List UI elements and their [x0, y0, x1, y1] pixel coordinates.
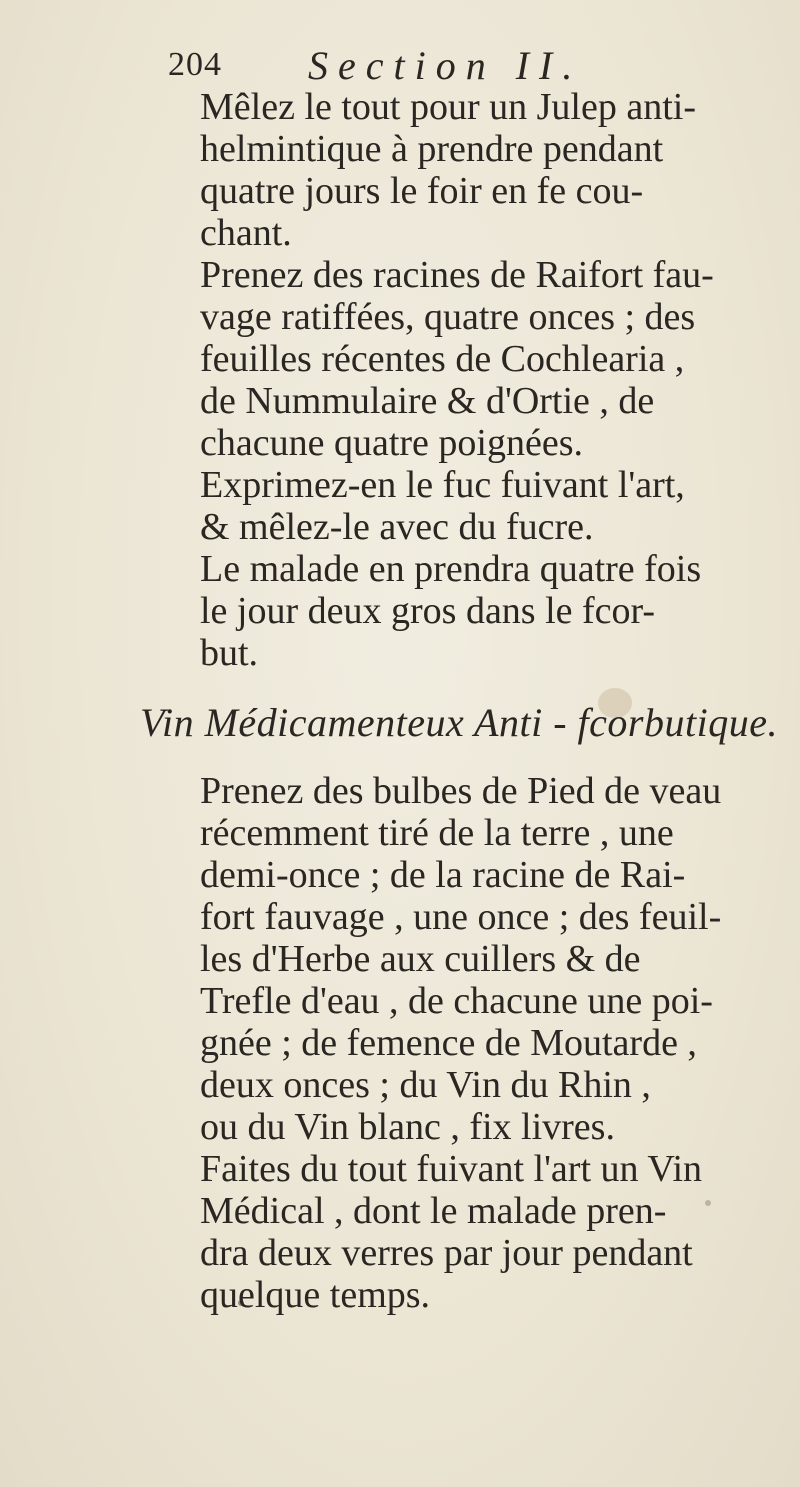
text-line: récemment tiré de la terre , une [200, 812, 674, 854]
text-line: but. [200, 632, 259, 674]
section-heading: Vin Médicamenteux Anti - fcorbutique. [140, 700, 778, 745]
text-line: deux onces ; du Vin du Rhin , [200, 1064, 651, 1106]
text-line: dra deux verres par jour pendant [200, 1232, 693, 1274]
text-line: Prenez des racines de Raifort fau- [200, 254, 714, 296]
text-line: Prenez des bulbes de Pied de veau [200, 770, 722, 812]
paragraph [200, 254, 760, 464]
text-line: chant. [200, 212, 292, 254]
text-line: Le malade en prendra quatre fois [200, 548, 702, 590]
text-line: Mêlez le tout pour un Julep anti- [200, 86, 696, 128]
text-line: fort fauvage , une once ; des feuil- [200, 896, 722, 938]
text-line: les d'Herbe aux cuillers & de [200, 938, 641, 980]
text-line: helmintique à prendre pendant [200, 128, 664, 170]
text-line: le jour deux gros dans le fcor- [200, 590, 656, 632]
paragraph [200, 86, 760, 254]
text-line: Trefle d'eau , de chacune une poi- [200, 980, 713, 1022]
text-line: demi-once ; de la racine de Rai- [200, 854, 686, 896]
running-head: Section II. [308, 43, 583, 88]
text-line: Exprimez-en le fuc fuivant l'art, [200, 464, 685, 506]
paragraph [200, 464, 760, 548]
paragraph [200, 770, 760, 1148]
text-line: feuilles récentes de Cochlearia , [200, 338, 685, 380]
paragraph [200, 548, 760, 674]
text-line: quelque temps. [200, 1274, 431, 1316]
body-text [140, 86, 778, 1316]
text-line: gnée ; de femence de Moutarde , [200, 1022, 697, 1064]
text-line: Faites du tout fuivant l'art un Vin [200, 1148, 703, 1190]
text-line: chacune quatre poignées. [200, 422, 583, 464]
paragraph [200, 1148, 760, 1316]
text-line: & mêlez-le avec du fucre. [200, 506, 594, 548]
text-line: vage ratiffées, quatre onces ; des [200, 296, 696, 338]
text-line: quatre jours le foir en fe cou- [200, 170, 644, 212]
page-number: 204 [168, 46, 222, 83]
text-line: Médical , dont le malade pren- [200, 1190, 667, 1232]
text-line: de Nummulaire & d'Ortie , de [200, 380, 655, 422]
text-line: ou du Vin blanc , fix livres. [200, 1106, 615, 1148]
